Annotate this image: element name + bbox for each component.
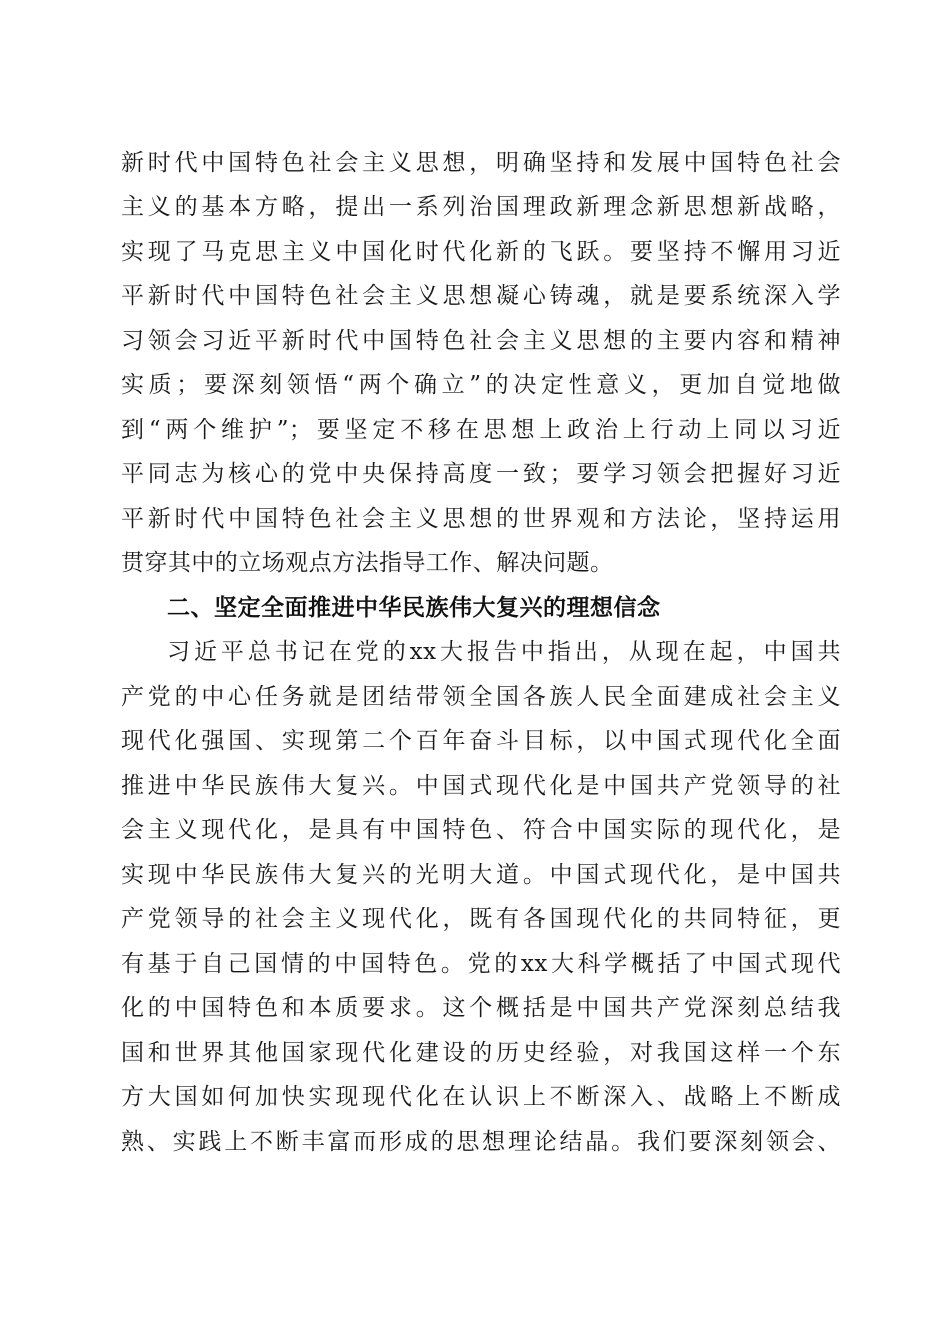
section-2-line-12: 熟、实践上不断丰富而形成的思想理论结晶。我们要深刻领会、 — [121, 1129, 841, 1155]
section-2-line-3: 现代化强国、实现第二个百年奋斗目标，以中国式现代化全面 — [121, 728, 841, 754]
paragraph-1-line-6: 实质；要深刻领悟“两个确立”的决定性意义，更加自觉地做 — [121, 372, 841, 398]
section-2-heading: 二、坚定全面推进中华民族伟大复兴的理想信念 — [167, 595, 661, 621]
paragraph-1-line-5: 习领会习近平新时代中国特色社会主义思想的主要内容和精神 — [121, 328, 841, 354]
section-2-line-5: 会主义现代化，是具有中国特色、符合中国实际的现代化，是 — [121, 817, 841, 843]
paragraph-1-line-1: 新时代中国特色社会主义思想，明确坚持和发展中国特色社会 — [121, 150, 841, 176]
paragraph-1-line-8: 平同志为核心的党中央保持高度一致；要学习领会把握好习近 — [121, 461, 841, 487]
paragraph-1-line-4: 平新时代中国特色社会主义思想凝心铸魂，就是要系统深入学 — [121, 283, 841, 309]
paragraph-1-line-2: 主义的基本方略，提出一系列治国理政新理念新思想新战略， — [121, 194, 841, 220]
section-2-line-10: 国和世界其他国家现代化建设的历史经验，对我国这样一个东 — [121, 1040, 841, 1066]
section-2-line-11: 方大国如何加快实现现代化在认识上不断深入、战略上不断成 — [121, 1084, 841, 1110]
paragraph-1-line-10: 贯穿其中的立场观点方法指导工作、解决问题。 — [121, 550, 614, 576]
section-2-line-1: 习近平总书记在党的xx大报告中指出，从现在起，中国共 — [167, 639, 841, 665]
paragraph-1-line-3: 实现了马克思主义中国化时代化新的飞跃。要坚持不懈用习近 — [121, 239, 841, 265]
section-2-line-2: 产党的中心任务就是团结带领全国各族人民全面建成社会主义 — [121, 684, 841, 710]
section-2-line-4: 推进中华民族伟大复兴。中国式现代化是中国共产党领导的社 — [121, 773, 841, 799]
section-2-line-8: 有基于自己国情的中国特色。党的xx大科学概括了中国式现代 — [121, 951, 841, 977]
section-2-line-6: 实现中华民族伟大复兴的光明大道。中国式现代化，是中国共 — [121, 862, 841, 888]
paragraph-1-line-7: 到“两个维护”；要坚定不移在思想上政治上行动上同以习近 — [121, 417, 841, 443]
section-2-line-7: 产党领导的社会主义现代化，既有各国现代化的共同特征，更 — [121, 906, 841, 932]
paragraph-1-line-9: 平新时代中国特色社会主义思想的世界观和方法论，坚持运用 — [121, 506, 841, 532]
section-2-line-9: 化的中国特色和本质要求。这个概括是中国共产党深刻总结我 — [121, 995, 841, 1021]
